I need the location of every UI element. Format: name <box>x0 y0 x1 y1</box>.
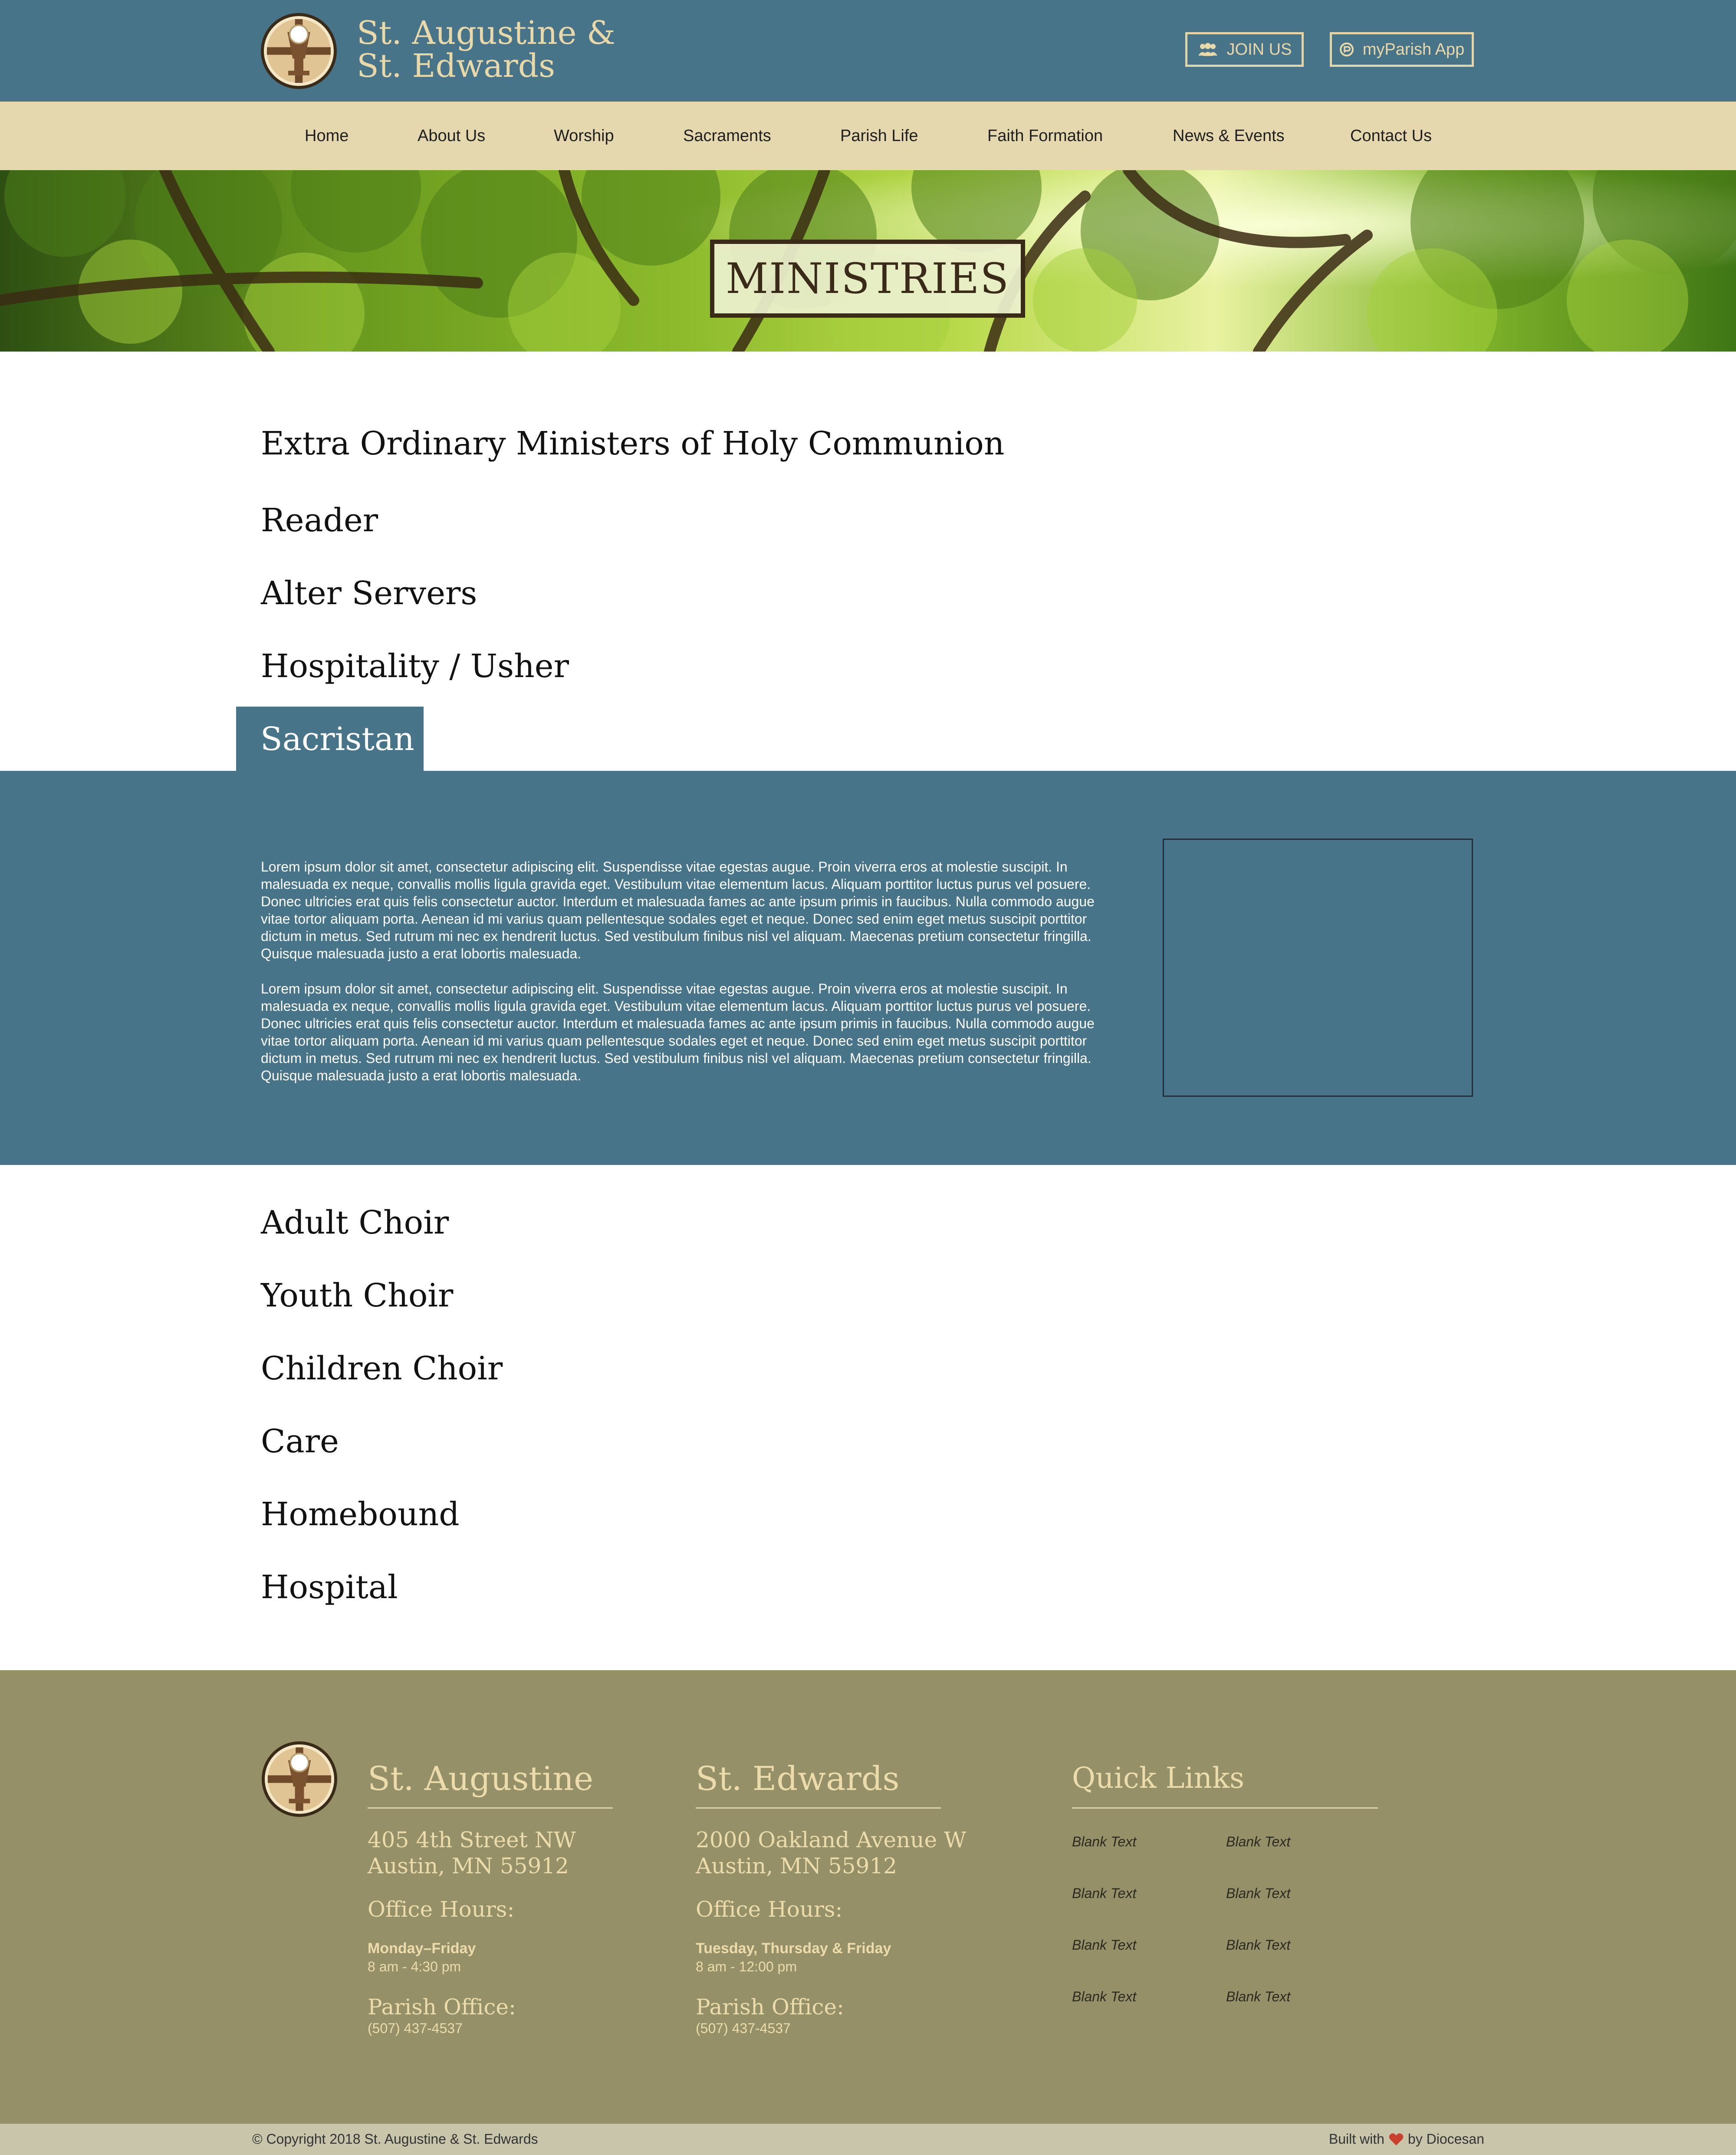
quick-link[interactable]: Blank Text <box>1072 1885 1137 1901</box>
detail-paragraph-2: Lorem ipsum dolor sit amet, consectetur adipiscing elit. Suspendisse vitae egestas augue. Proin viverra eros at molestie suscipit. In malesuada ex neque, convallis mollis ligula gravida eget. Vestibulum vitae elementum lacus. Aliquam porttitor luctus purus vel posuere. Donec ultricies erat quis felis consectetur auctor. Interdum et malesuada fames ac ante ipsum primis in faucibus. Nulla commodo augue vitae tortor aliquam porta. Aenean id mi varius quam pellentesque sodales eget et neque. Donec sed enim eget metus suscipit porttitor dictum in metus. Sed rutrum mi nec ex hendrerit luctus. Sed vestibulum finibus nisl vel aliquam. Maecenas pretium consectetur fringilla. Quisque malesuada justo a erat lobortis malesuada. <box>261 981 1095 1083</box>
footer-edwards-hours-label: Office Hours: <box>696 1897 843 1922</box>
built-with-prefix: Built with <box>1328 2131 1384 2147</box>
copyright-bar <box>0 2124 1736 2155</box>
nav-sacraments[interactable]: Sacraments <box>683 127 771 145</box>
quick-link[interactable]: Blank Text <box>1072 1989 1137 2004</box>
ministry-item-care[interactable]: Care <box>261 1423 339 1460</box>
hero-title-box <box>710 240 1025 318</box>
site-title[interactable] <box>357 14 615 85</box>
myparish-app-button[interactable] <box>1330 32 1474 67</box>
footer-parish-logo <box>262 1741 337 1817</box>
quick-link[interactable]: Blank Text <box>1226 1989 1291 2004</box>
footer-augustine-phone[interactable]: (507) 437-4537 <box>368 2020 463 2036</box>
footer-edwards-hours: 8 am - 12:00 pm <box>696 1959 797 1974</box>
nav-home[interactable]: Home <box>305 127 349 145</box>
quick-links-divider <box>1072 1807 1378 1809</box>
nav-faith-formation[interactable]: Faith Formation <box>987 127 1103 145</box>
footer-augustine-divider <box>368 1807 613 1809</box>
built-with-suffix: by Diocesan <box>1407 2131 1484 2147</box>
heart-icon <box>1389 2133 1404 2146</box>
footer-edwards-days: Tuesday, Thursday & Friday <box>696 1940 891 1957</box>
ministry-detail-panel <box>0 771 1736 1165</box>
nav-worship[interactable]: Worship <box>554 127 614 145</box>
quick-link[interactable]: Blank Text <box>1226 1885 1291 1901</box>
site-title-line2: St. Edwards <box>357 47 556 85</box>
myparish-icon <box>1339 42 1354 57</box>
ministry-item-eucharistic-ministers[interactable]: Extra Ordinary Ministers of Holy Communion <box>261 425 1005 462</box>
people-icon <box>1197 43 1218 56</box>
ministry-item-altar-servers[interactable]: Alter Servers <box>261 575 477 612</box>
footer-edwards-address-1: 2000 Oakland Avenue W <box>696 1827 967 1852</box>
footer-augustine-name: St. Augustine <box>368 1759 594 1798</box>
footer-augustine-hours-label: Office Hours: <box>368 1897 515 1922</box>
footer-augustine-address-2: Austin, MN 55912 <box>368 1853 569 1879</box>
copyright-text: © Copyright 2018 St. Augustine & St. Edwards <box>252 2131 538 2147</box>
site-footer <box>0 1670 1736 2124</box>
ministry-item-youth-choir[interactable]: Youth Choir <box>261 1277 454 1314</box>
footer-edwards-name: St. Edwards <box>696 1759 900 1798</box>
ministry-item-children-choir[interactable]: Children Choir <box>261 1350 503 1387</box>
ministry-item-sacristan-active[interactable] <box>236 707 424 771</box>
main-navigation <box>0 102 1736 170</box>
active-ministry-label: Sacristan <box>260 721 414 758</box>
join-us-button[interactable] <box>1185 32 1304 67</box>
quick-link[interactable]: Blank Text <box>1072 1834 1137 1849</box>
ministry-item-hospital[interactable]: Hospital <box>261 1569 398 1606</box>
footer-augustine-days: Monday–Friday <box>368 1940 476 1957</box>
quick-link[interactable]: Blank Text <box>1072 1937 1137 1953</box>
built-with-credit[interactable] <box>1329 2131 1484 2147</box>
detail-paragraph-1: Lorem ipsum dolor sit amet, consectetur adipiscing elit. Suspendisse vitae egestas augue. Proin viverra eros at molestie suscipit. In malesuada ex neque, convallis mollis ligula gravida eget. Vestibulum vitae elementum lacus. Aliquam porttitor luctus purus vel posuere. Donec ultricies erat quis felis consectetur auctor. Interdum et malesuada fames ac ante ipsum primis in faucibus. Nulla commodo augue vitae tortor aliquam porta. Aenean id mi varius quam pellentesque sodales eget et neque. Donec sed enim eget metus suscipit porttitor dictum in metus. Sed rutrum mi nec ex hendrerit luctus. Sed vestibulum finibus nisl vel aliquam. Maecenas pretium consectetur fringilla. Quisque malesuada justo a erat lobortis malesuada. <box>261 859 1095 961</box>
parish-logo[interactable] <box>261 13 337 89</box>
nav-parish-life[interactable]: Parish Life <box>840 127 918 145</box>
footer-augustine-address-1: 405 4th Street NW <box>368 1827 576 1852</box>
ministry-item-adult-choir[interactable]: Adult Choir <box>261 1204 449 1241</box>
ministry-item-hospitality[interactable]: Hospitality / Usher <box>261 648 569 685</box>
footer-edwards-office-label: Parish Office: <box>696 1994 844 2020</box>
ministry-image-placeholder <box>1163 839 1473 1097</box>
ministry-item-reader[interactable]: Reader <box>261 502 378 539</box>
myparish-app-label: myParish App <box>1362 40 1465 59</box>
quick-link[interactable]: Blank Text <box>1226 1937 1291 1953</box>
footer-edwards-phone[interactable]: (507) 437-4537 <box>696 2020 791 2036</box>
footer-edwards-divider <box>696 1807 941 1809</box>
footer-edwards-address-2: Austin, MN 55912 <box>696 1853 897 1879</box>
footer-augustine-office-label: Parish Office: <box>368 1994 516 2020</box>
footer-augustine-hours: 8 am - 4:30 pm <box>368 1959 461 1974</box>
nav-about-us[interactable]: About Us <box>418 127 486 145</box>
join-us-label: JOIN US <box>1226 40 1292 59</box>
nav-news-events[interactable]: News & Events <box>1173 127 1285 145</box>
site-title-line1: St. Augustine & <box>357 14 615 52</box>
nav-contact-us[interactable]: Contact Us <box>1350 127 1432 145</box>
quick-links-title: Quick Links <box>1072 1761 1244 1795</box>
ministry-item-homebound[interactable]: Homebound <box>261 1496 460 1533</box>
quick-link[interactable]: Blank Text <box>1226 1834 1291 1849</box>
site-header <box>0 0 1736 102</box>
page-title: MINISTRIES <box>726 254 1009 303</box>
